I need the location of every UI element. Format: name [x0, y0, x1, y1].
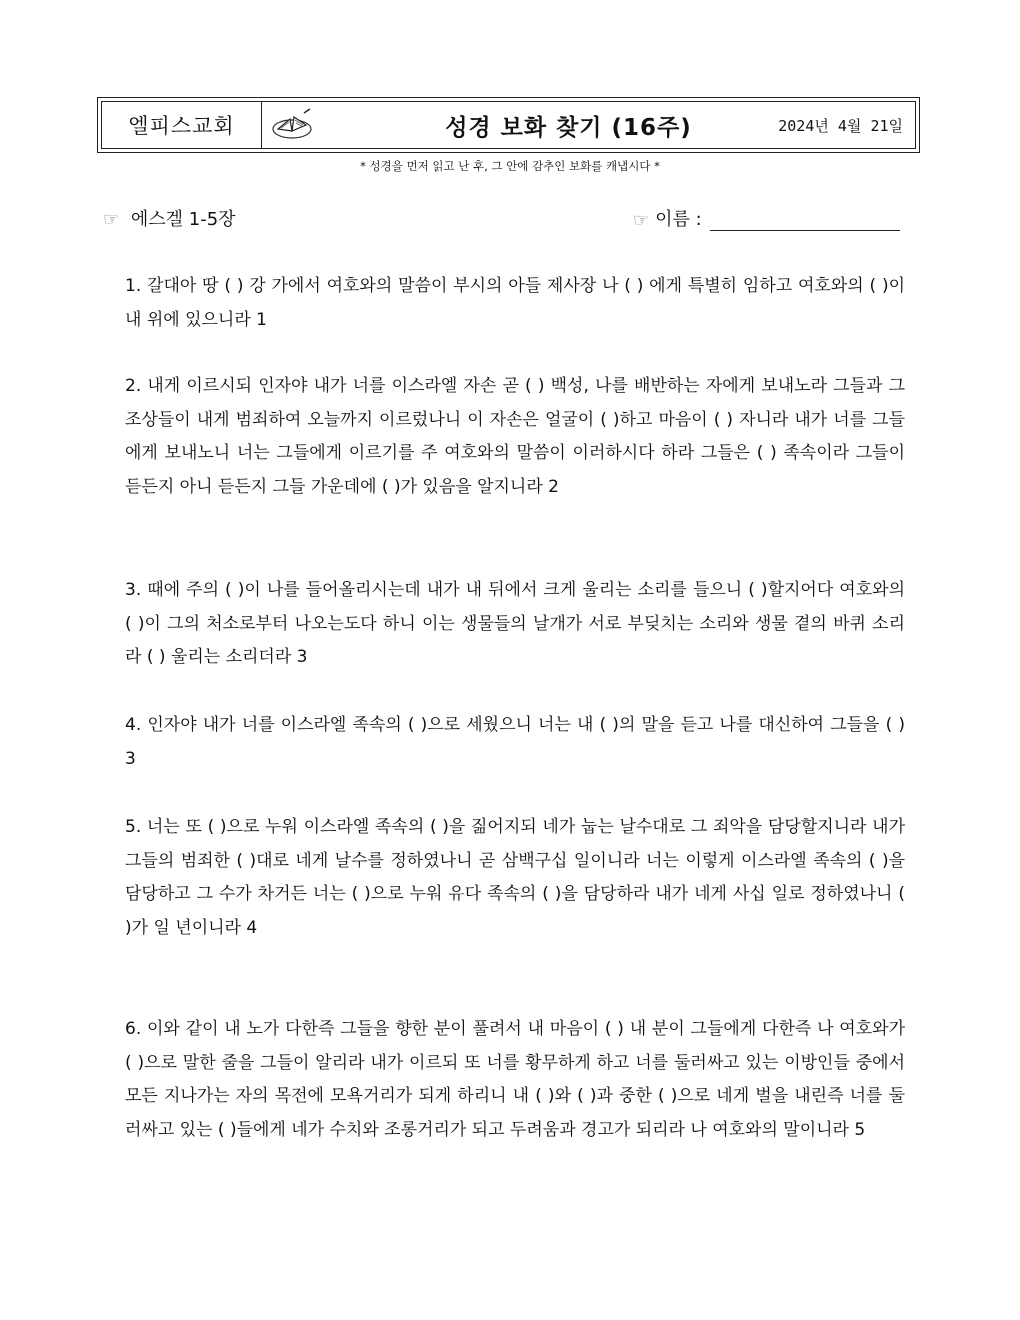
passage-label: 에스겔 1-5장: [130, 209, 236, 230]
worksheet-header: [97, 97, 920, 153]
question-4: 4. 인자야 내가 너를 이스라엘 족속의 ( )으로 세웠으니 너는 내 ( )의 말을 듣고 나를 대신하여 그들을 ( ) 3: [125, 715, 905, 769]
name-label: 이름 :: [655, 209, 702, 230]
name-field: [633, 205, 900, 231]
name-input-line[interactable]: [710, 206, 900, 231]
question-5: 5. 너는 또 ( )으로 누워 이스라엘 족속의 ( )을 짊어지되 네가 눕는 날수대로 그 죄악을 담당할지니라 내가 그들의 범죄한 ( )대로 네게 날수를 정하였나니 곧 삼백구십 일이니라 너는 이렇게 이스라엘 족속의 ( )을 담당하고 그 수가 차거든 너는 ( )으로 누워 유다 족속의 ( )을 담당하라 내가 네게 사십 일로 정하였나니 ( )가 일 년이니라 4: [125, 817, 905, 938]
header-main: [262, 102, 915, 148]
worksheet-date: 2024년 4월 21일: [778, 116, 903, 135]
header-inner-frame: [101, 101, 916, 149]
question-6: 6. 이와 같이 내 노가 다한즉 그들을 향한 분이 풀려서 내 마음이 ( ) 내 분이 그들에게 다한즉 나 여호와가 ( )으로 말한 줄을 그들이 알리라 내가 이르되 또 너를 황무하게 하고 너를 둘러싸고 있는 이방인들 중에서 모든 지나가는 자의 목전에 모욕거리가 되게 하리니 내 ( )와 ( )과 중한 ( )으로 네게 벌을 내린즉 너를 둘러싸고 있는 ( )들에게 네가 수치와 조롱거리가 되고 두려움과 경고가 되리라 나 여호와의 말이니라 5: [125, 1019, 905, 1140]
pointing-hand-icon: ☞: [103, 209, 120, 230]
passage-reference: [103, 205, 236, 231]
church-name: 엘피스교회: [102, 102, 262, 148]
page-title: 성경 보화 찾기 (16주): [445, 114, 692, 141]
question-1: 1. 갈대아 땅 ( ) 강 가에서 여호와의 말씀이 부시의 아들 제사장 나 ( ) 에게 특별히 임하고 여호와의 ( )이 내 위에 있으니라 1: [125, 276, 905, 330]
pointing-hand-icon: ☞: [633, 210, 650, 231]
question-2: 2. 내게 이르시되 인자야 내가 너를 이스라엘 자손 곧 ( ) 백성, 나를 배반하는 자에게 보내노라 그들과 그 조상들이 내게 범죄하여 오늘까지 이르렀나니 이 자손은 얼굴이 ( )하고 마음이 ( ) 자니라 내가 너를 그들에게 보내노니 너는 그들에게 이르기를 주 여호와의 말씀이 이러하시다 하라 그들은 ( ) 족속이라 그들이 듣든지 아니 듣든지 그들 가운데에 ( )가 있음을 알지니라 2: [125, 376, 905, 497]
question-3: 3. 때에 주의 ( )이 나를 들어올리시는데 내가 내 뒤에서 크게 울리는 소리를 들으니 ( )할지어다 여호와의 ( )이 그의 처소로부터 나오는도다 하니 이는 생물들의 날개가 서로 부딪치는 소리와 생물 곁의 바퀴 소리라 ( ) 울리는 소리더라 3: [125, 580, 905, 667]
instruction-text: * 성경을 먼저 읽고 난 후, 그 안에 감추인 보화를 캐냅시다 *: [360, 159, 660, 173]
